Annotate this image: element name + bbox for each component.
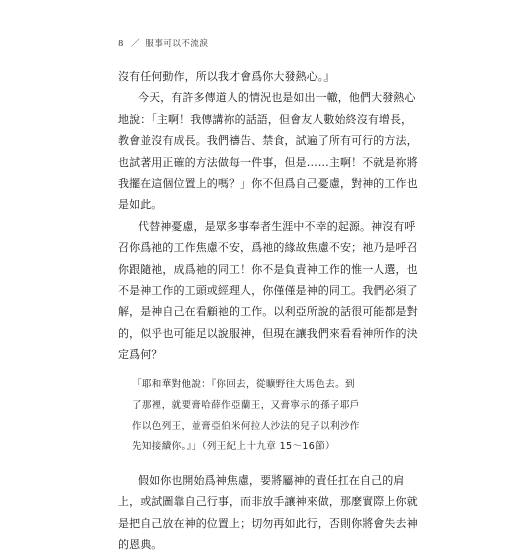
text-line: 是把自己放在神的位置上；切勿再如此行，否則你將會失去神	[118, 516, 418, 530]
paragraph	[118, 470, 418, 555]
text-line: 地說：「主啊！我傳講祢的話語，但會友人數始終沒有增長，	[118, 112, 413, 126]
page-body	[118, 66, 418, 555]
text-line: 你跟隨祂，成爲祂的同工！你不是負責神工作的惟一人選，也	[118, 262, 418, 276]
text-line: 的恩典。	[118, 538, 163, 552]
text-line: 召你爲祂的工作焦慮不安，爲祂的緣故焦慮不安；祂乃是呼召	[118, 241, 418, 255]
text-line: 假如你也開始爲神焦慮，要將屬神的責任扛在自己的肩	[138, 473, 405, 487]
paragraph	[118, 66, 400, 87]
text-line: 也試著用正確的方法做每一件事，但是……主啊！不就是祢將	[118, 155, 418, 169]
quote-line: 「耶和華對他說：『你回去，從曠野往大馬色去。到	[132, 379, 355, 391]
scripture-quote	[118, 375, 400, 457]
text-line: 教會並沒有成長。我們禱告、禁食，試遍了所有可行的方法，	[118, 134, 418, 148]
quote-line: 作以色列王，並膏亞伯米何拉人沙法的兒子以利沙作	[132, 420, 360, 432]
text-line: 定爲何？	[118, 348, 163, 362]
text-line: 今天，有許多傳道人的情況也是如出一轍，他們大發熱心	[138, 91, 416, 105]
text-line: 沒有任何動作，所以我才會爲你大發熱心。』	[118, 70, 335, 83]
text-line: 的，似乎也可能足以說服神，但現在讓我們來看看神所作的決	[118, 326, 418, 340]
paragraph	[118, 87, 418, 215]
book-title: 服事可以不流淚	[145, 39, 209, 49]
header-separator: ／	[131, 39, 141, 49]
page-number: 8	[118, 39, 124, 49]
quote-line: 了那裡，就要膏哈薛作亞蘭王，又膏寧示的孫子耶戶	[132, 400, 360, 412]
text-line: 不是神工作的工頭或經理人，你僅僅是神的同工。我們必須了	[118, 283, 418, 297]
text-line: 我擺在這個位置上的嗎？」你不但爲自己憂慮，對神的工作也	[118, 176, 418, 190]
paragraph	[118, 216, 418, 366]
running-header	[118, 37, 208, 49]
quote-line: 先知接續你。』」（列王紀上十九章 15～16節）	[132, 441, 336, 453]
text-line: 是如此。	[118, 198, 163, 212]
text-line: 解，是神自己在看顧祂的工作。以利亞所說的話很可能都是對	[118, 305, 418, 319]
text-line: 代替神憂慮，是眾多事奉者生涯中不幸的起源。神沒有呼	[138, 219, 416, 233]
text-line: 上，或試圖靠自己行事，而非放手讓神來做，那麼實際上你就	[118, 495, 418, 509]
